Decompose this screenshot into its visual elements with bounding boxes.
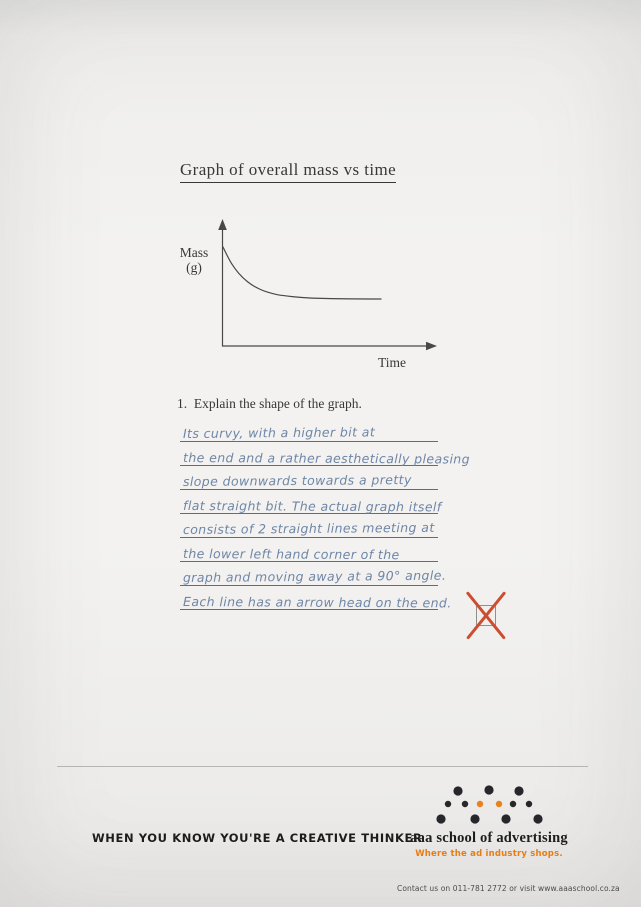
aaa-logo-dots-icon — [431, 779, 547, 825]
exam-title: Graph of overall mass vs time — [180, 160, 396, 183]
handwritten-text: slope downwards towards a pretty — [182, 472, 412, 489]
logo-name: aaa school of advertising — [410, 830, 568, 846]
logo-slogan: Where the ad industry shops. — [415, 849, 563, 859]
logo-dot-black — [533, 814, 542, 823]
graph-sketch — [175, 218, 455, 378]
logo-dot-black — [445, 801, 451, 807]
contact-line: Contact us on 011-781 2772 or visit www.aaaschool.co.za — [397, 884, 620, 893]
mass-vs-time-graph — [175, 218, 455, 378]
logo-dot-orange — [477, 801, 483, 807]
logo-dot-black — [470, 814, 479, 823]
logo-dot-black — [510, 801, 516, 807]
answer-line — [180, 466, 438, 490]
handwritten-text: Each line has an arrow head on the end. — [183, 594, 452, 611]
logo-dot-black — [501, 814, 510, 823]
answer-line — [180, 514, 438, 538]
logo-dot-orange — [496, 801, 502, 807]
question-text: 1. Explain the shape of the graph. — [177, 396, 362, 411]
logo-dot-black — [436, 814, 445, 823]
handwritten-text: graph and moving away at a 90° angle. — [182, 567, 447, 585]
answer-line — [180, 490, 442, 515]
answer-line — [180, 538, 438, 562]
handwritten-text: Its curvy, with a higher bit at — [182, 424, 376, 441]
logo-dot-black — [484, 785, 493, 794]
x-axis-arrowhead-icon — [426, 342, 437, 351]
decay-curve — [223, 247, 381, 299]
handwritten-text: the end and a rather aesthetically pleasing — [183, 450, 471, 467]
answer-line — [180, 586, 452, 611]
logo-dot-black — [526, 801, 532, 807]
handwritten-text: consists of 2 straight lines meeting at — [182, 519, 435, 537]
answer-line — [180, 418, 438, 442]
logo-dot-black — [514, 786, 523, 795]
logo-dot-black — [462, 801, 468, 807]
aaa-logo — [403, 779, 575, 859]
x-axis-label: Time — [378, 355, 407, 370]
logo-dot-black — [453, 786, 462, 795]
y-axis-label-line1: Mass — [179, 245, 209, 260]
answer-line — [180, 442, 471, 467]
divider-line — [57, 766, 588, 767]
answer-lines — [180, 418, 471, 611]
graded-wrong-mark — [459, 588, 513, 644]
answer-line — [180, 562, 447, 586]
campaign-tagline: WHEN YOU KNOW YOU'RE A CREATIVE THINKER — [92, 831, 423, 845]
y-axis-arrowhead-icon — [218, 219, 227, 230]
handwritten-text: the lower left hand corner of the — [183, 546, 400, 563]
y-axis-label-line2: (g) — [186, 260, 202, 275]
y-axis-label — [175, 245, 213, 275]
handwritten-text: flat straight bit. The actual graph itself — [183, 498, 442, 515]
